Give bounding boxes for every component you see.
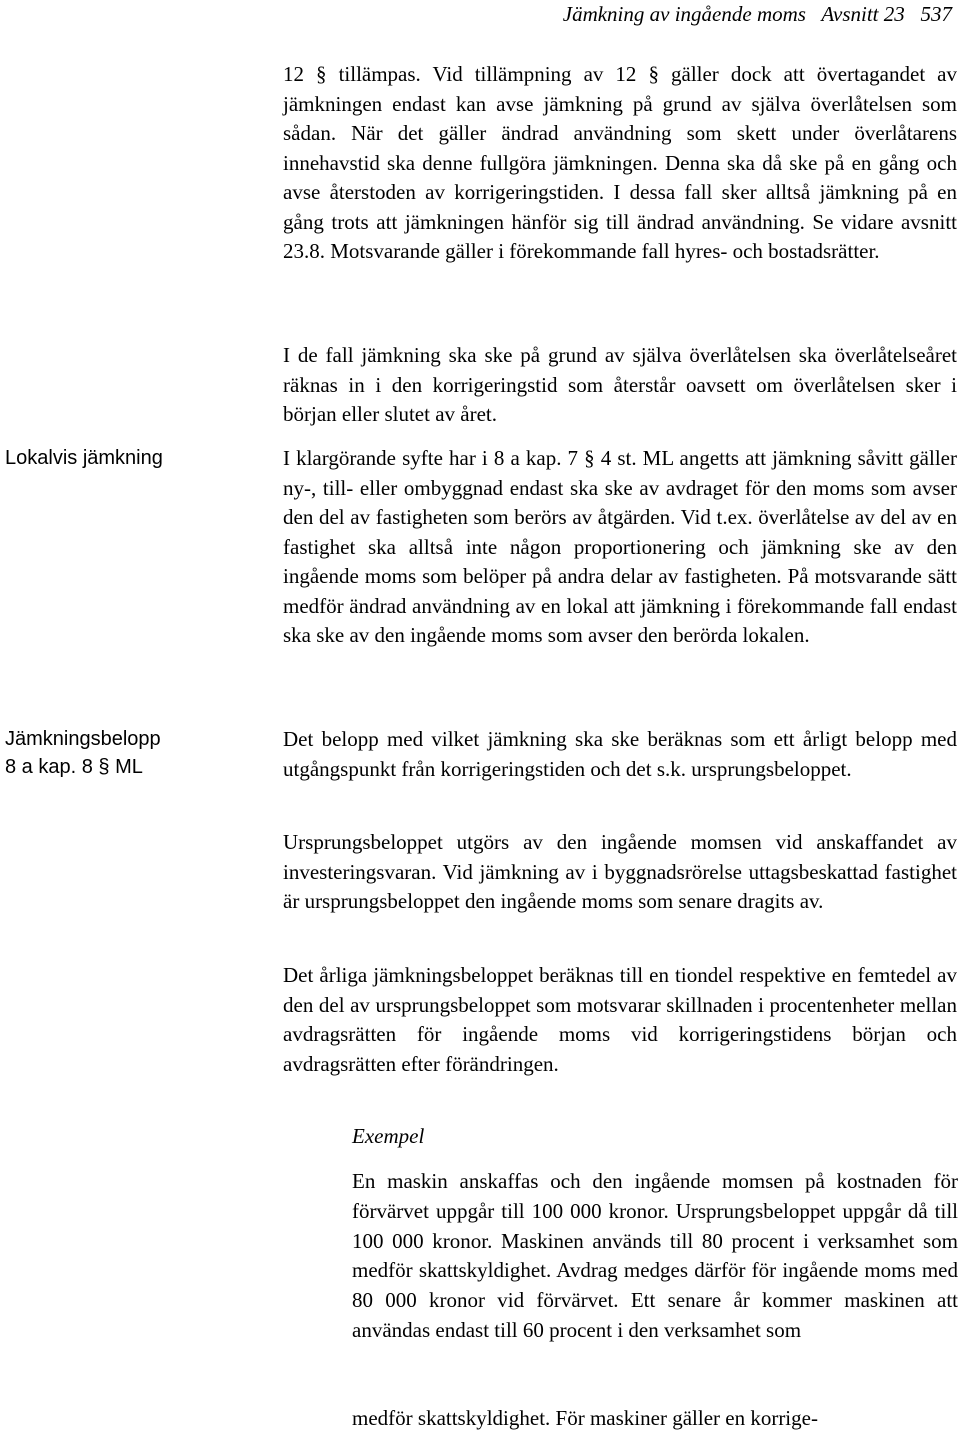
paragraph-3: I klargörande syfte har i 8 a kap. 7 § 4 st. ML angetts att jämkning såvitt gäller ny-, till- eller ombyggnad endast ska ske av avdraget för den moms som avser den del av fastigheten som berörs av åtgärden. Vid t.ex. överlåtelse av del av en fastighet ska alltså inte någon proportionering och jämkning ske av den ingående moms som belöper på andra delar av fastigheten. På motsvarande sätt medför ändrad användning av en lokal att jämkning i förekommande fall endast ska ske av den ingående moms som avser den berörda lokalen. bbox=[283, 446, 957, 647]
margin-heading-line1: Jämkningsbelopp bbox=[5, 728, 161, 750]
example-text: En maskin anskaffas och den ingående momsen på kostnaden för förvärvet uppgår till 100 000 kronor. Ursprungsbeloppet uppgår då till 100 000 kronor. Maskinen används till 80 procent i verksamhet som medför skattskyldighet. Avdrag medges därför för ingående moms med 80 000 kronor vid förvärvet. Ett senare år kommer maskinen att användas endast till 60 procent i den verksamhet som bbox=[352, 1169, 958, 1342]
margin-heading-line2: 8 a kap. 8 § ML bbox=[5, 756, 143, 778]
paragraph-4: Det belopp med vilket jämkning ska ske beräknas som ett årligt belopp med utgångspunkt från korrigeringstiden och det s.k. ursprungsbeloppet. bbox=[283, 727, 957, 781]
header-page-number: 537 bbox=[920, 2, 952, 26]
paragraph-5: Ursprungsbeloppet utgörs av den ingående momsen vid anskaffandet av investeringsvaran. Vid jämkning av i byggnadsrörelse uttagsbeskattad fastighet är ursprungsbeloppet den ingående moms som senare dragits av. bbox=[283, 830, 957, 913]
example-continuation: medför skattskyldighet. För maskiner gäller en korrige- bbox=[352, 1406, 818, 1430]
header-section: Avsnitt 23 bbox=[821, 2, 905, 26]
margin-heading-lokalvis: Lokalvis jämkning bbox=[5, 447, 163, 469]
paragraph-2: I de fall jämkning ska ske på grund av själva överlåtelsen ska överlåtelseåret räknas in i den korrigeringstid som återstår oavsett om överlåtelsen sker i början eller slutet av året. bbox=[283, 343, 957, 426]
example-label: Exempel bbox=[352, 1124, 425, 1148]
running-header bbox=[563, 2, 952, 27]
header-title: Jämkning av ingående moms bbox=[562, 2, 806, 26]
paragraph-1: 12 § tillämpas. Vid tillämpning av 12 § gäller dock att övertagandet av jämkningen endast kan avse jämkning på grund av själva överlåtelsen som sådan. När det gäller ändrad användning som skett under överlåtarens innehavstid ska denne fullgöra jämkningen. Denna ska då ske på en gång och avse återstoden av korrigeringstiden. I dessa fall sker alltså jämkning på en gång trots att jämkningen hänför sig till ändrad användning. Se vidare avsnitt 23.8. Motsvarande gäller i förekommande fall hyres- och bostadsrätter. bbox=[283, 62, 957, 263]
paragraph-6: Det årliga jämkningsbeloppet beräknas till en tiondel respektive en femtedel av den del av ursprungsbeloppet som motsvarar skillnaden i procentenheter mellan avdragsrätten för ingående moms vid korrigeringstidens början och avdragsrätten efter förändringen. bbox=[283, 963, 957, 1076]
margin-heading-jamkningsbelopp bbox=[5, 725, 161, 781]
